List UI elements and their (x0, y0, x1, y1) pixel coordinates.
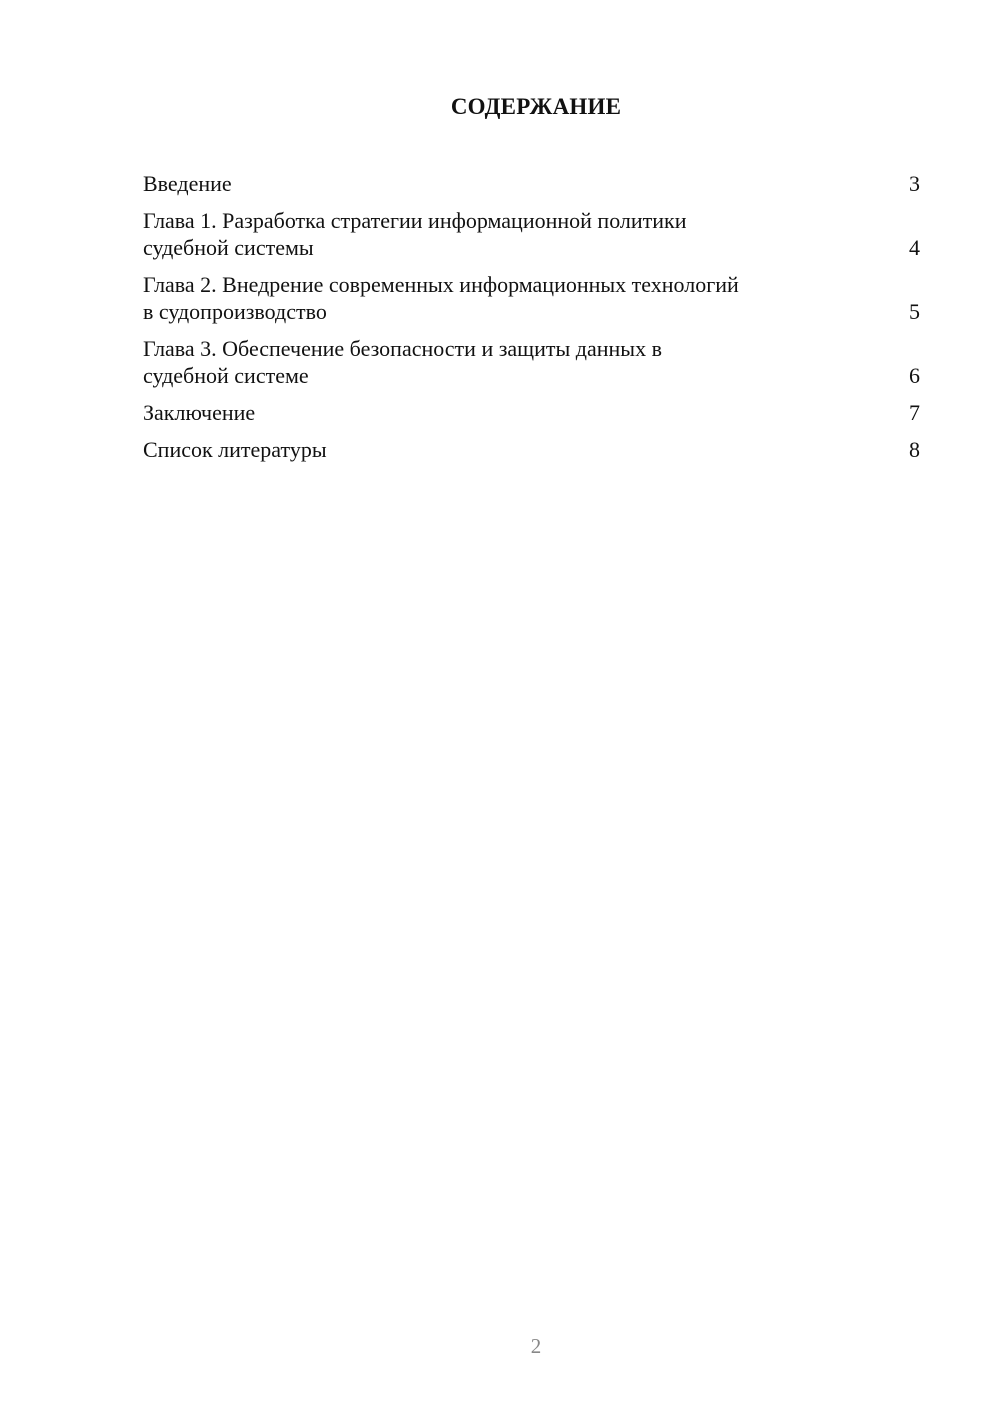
toc-entry-page: 4 (909, 235, 920, 260)
toc-entry-page: 7 (909, 400, 920, 425)
toc-entry-text: Введение (143, 171, 232, 196)
toc-entry-text: Глава 2. Внедрение современных информационных технологий в судопроизводство (143, 272, 739, 324)
toc-entry-page: 6 (909, 363, 920, 388)
toc-entry-chapter-1 (143, 207, 920, 261)
toc-entry-text: Глава 1. Разработка стратегии информационной политики судебной системы (143, 208, 687, 260)
toc-entry-page: 5 (909, 299, 920, 324)
toc-entry-introduction (143, 170, 920, 197)
toc-entry-text: Глава 3. Обеспечение безопасности и защиты данных в судебной системе (143, 336, 662, 388)
toc-entry-chapter-3 (143, 335, 920, 389)
toc-entry-page: 3 (909, 171, 920, 196)
toc-entry-text: Список литературы (143, 437, 327, 462)
toc-entry-chapter-2 (143, 271, 920, 325)
page-number: 2 (530, 1334, 542, 1358)
toc-entry-conclusion (143, 399, 920, 426)
page-title: СОДЕРЖАНИЕ (450, 94, 622, 119)
toc-entry-text: Заключение (143, 400, 256, 425)
toc-entry-page: 8 (909, 437, 920, 462)
table-of-contents (143, 170, 920, 473)
toc-entry-references (143, 436, 920, 463)
